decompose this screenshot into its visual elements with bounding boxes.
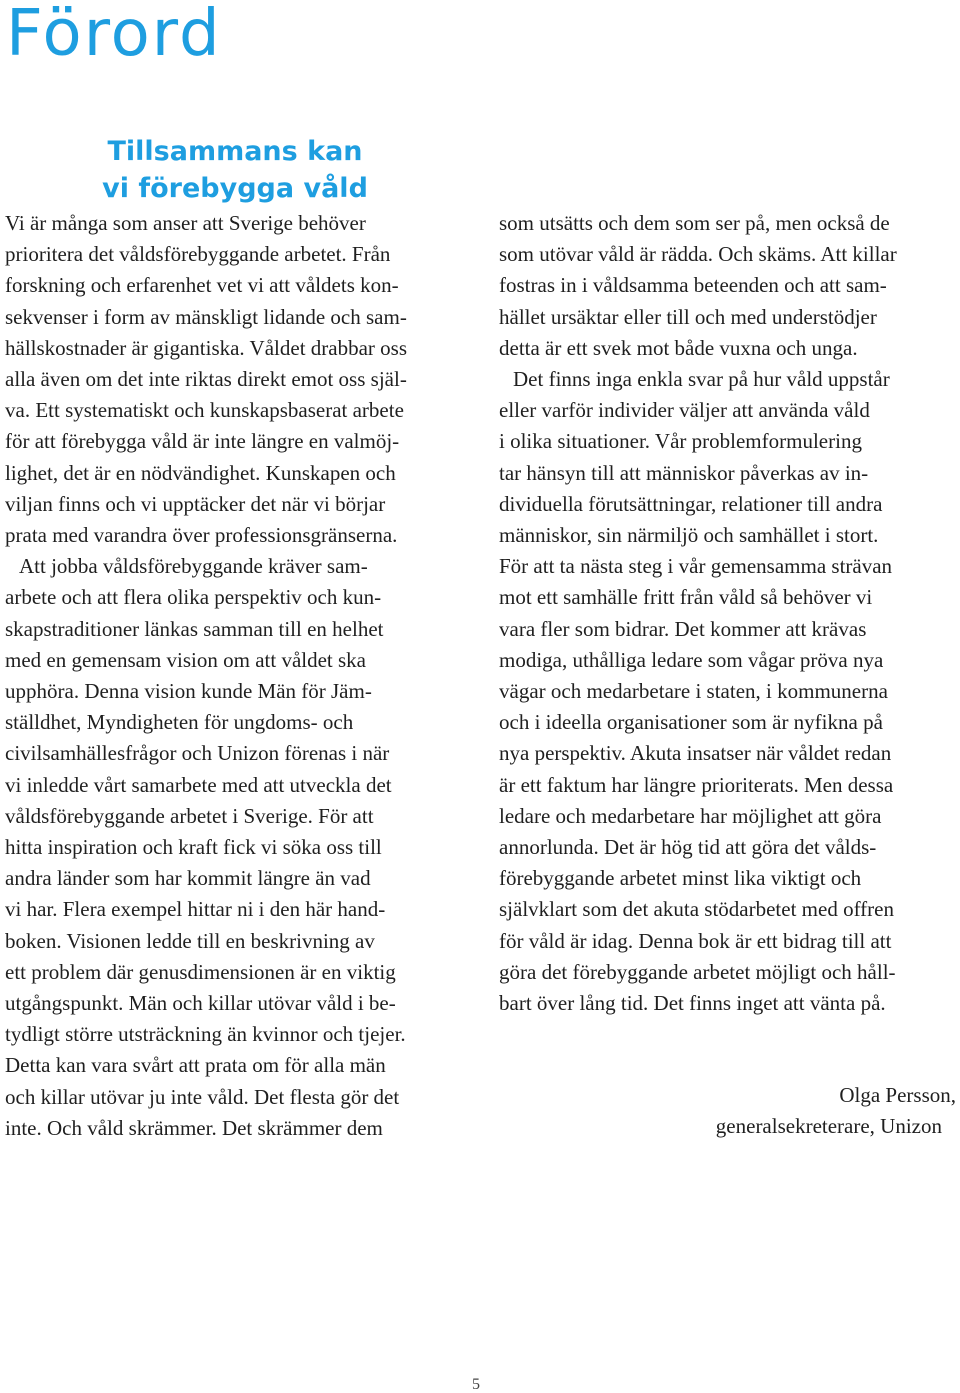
text-line: hitta inspiration och kraft fick vi söka oss till [5, 835, 382, 860]
text-line: tar hänsyn till att människor påverkas av in- [499, 460, 869, 485]
text-line: sekvenser i form av mänskligt lidande och sam- [5, 304, 407, 329]
text-line: vägar och medarbetare i staten, i kommunerna [499, 679, 888, 704]
text-line: tydligt större utsträckning än kvinnor och tjejer. [5, 1022, 406, 1047]
text-line: för våld är idag. Denna bok är ett bidrag till att [499, 928, 892, 953]
text-line: annorlunda. Det är hög tid att göra det vålds- [499, 835, 877, 860]
paragraph-start-line: Att jobba våldsförebyggande kräver sam- [19, 554, 368, 579]
text-line: hällskostnader är gigantiska. Våldet drabbar oss [5, 335, 408, 360]
text-line: civilsamhällesfrågor och Unizon förenas i när [5, 741, 390, 766]
text-line: prata med varandra över professionsgränserna. [5, 523, 398, 548]
text-line: forskning och erfarenhet vet vi att våldets kon- [5, 273, 399, 298]
body-column-left [5, 208, 475, 1144]
text-line: vi har. Flera exempel hittar ni i den här hand- [5, 897, 386, 922]
text-line: och i ideella organisationer som är nyfikna på [499, 710, 883, 735]
text-line: i olika situationer. Vår problemformulering [499, 429, 862, 454]
text-line: upphöra. Denna vision kunde Män för Jäm- [5, 679, 372, 704]
text-line: modiga, uthålliga ledare som vågar pröva nya [499, 647, 884, 672]
text-line: är ett faktum har längre prioriterats. Men dessa [499, 772, 894, 797]
text-line: dividuella förutsättningar, relationer till andra [499, 491, 883, 516]
body-column-right [499, 208, 959, 1019]
text-line: ett problem där genusdimensionen är en viktig [5, 959, 396, 984]
text-line: skapstraditioner länkas samman till en helhet [5, 616, 384, 641]
paragraph-start-line: Det finns inga enkla svar på hur våld uppstår [513, 367, 890, 392]
text-line: alla även om det inte riktas direkt emot oss själ- [5, 367, 407, 392]
text-line: andra länder som har kommit längre än vad [5, 866, 371, 891]
text-line: fostras in i våldsamma beteenden och att sam- [499, 273, 887, 298]
text-line: som utsätts och dem som ser på, men också de [499, 211, 890, 235]
text-line: med en gemensam vision om att våldet ska [5, 647, 366, 672]
signature-title: generalsekreterare, Unizon [715, 1114, 942, 1139]
text-line: som utövar våld är rädda. Och skäms. Att killar [499, 242, 897, 267]
section-heading-line-2: vi förebygga våld [102, 173, 368, 204]
text-line: va. Ett systematiskt och kunskapsbaserat arbete [5, 398, 404, 423]
text-line: vi inledde vårt samarbete med att utveckla det [5, 772, 392, 797]
text-line: prioritera det våldsförebyggande arbetet. Från [5, 242, 391, 267]
text-line: lighet, det är en nödvändighet. Kunskapen och [5, 460, 396, 485]
text-line: ledare och medarbetare har möjlighet att göra [499, 803, 882, 828]
text-line: vara fler som bidrar. Det kommer att krävas [499, 616, 867, 641]
text-line: arbete och att flera olika perspektiv och kun- [5, 585, 382, 610]
text-line: boken. Visionen ledde till en beskrivning av [5, 928, 375, 953]
text-line: självklart som det akuta stödarbetet med offren [499, 897, 894, 922]
text-line: förebyggande arbetet minst lika viktigt och [499, 866, 862, 891]
text-line: För att ta nästa steg i vår gemensamma strävan [499, 554, 893, 579]
text-line: Detta kan vara svårt att prata om för alla män [5, 1053, 386, 1078]
text-line: eller varför individer väljer att använda våld [499, 398, 870, 423]
text-line: göra det förebyggande arbetet möjligt och håll- [499, 959, 896, 984]
text-line: våldsförebyggande arbetet i Sverige. För att [5, 803, 374, 828]
text-line: Vi är många som anser att Sverige behöver [5, 211, 366, 235]
text-line: och killar utövar ju inte våld. Det flesta gör det [5, 1084, 400, 1109]
page-title: Förord [6, 0, 222, 71]
signature-name: Olga Persson, [839, 1083, 956, 1107]
text-line: mot ett samhälle fritt från våld så behöver vi [499, 585, 873, 610]
text-line: bart över lång tid. Det finns inget att vänta på. [499, 991, 886, 1016]
text-line: ställdhet, Myndigheten för ungdoms- och [5, 710, 354, 735]
text-line: utgångspunkt. Män och killar utövar våld i be- [5, 991, 396, 1016]
text-line: viljan finns och vi upptäcker det när vi börjar [5, 491, 386, 516]
text-line: för att förebygga våld är inte längre en valmöj- [5, 429, 400, 454]
signature [716, 1080, 956, 1142]
text-line: nya perspektiv. Akuta insatser när våldet redan [499, 741, 892, 766]
text-line: inte. Och våld skrämmer. Det skrämmer dem [5, 1115, 383, 1140]
page-number: 5 [472, 1376, 480, 1393]
section-heading [0, 133, 470, 207]
section-heading-line-1: Tillsammans kan [107, 136, 363, 167]
text-line: detta är ett svek mot både vuxna och unga. [499, 335, 858, 360]
text-line: hället ursäktar eller till och med understödjer [499, 304, 877, 329]
text-line: människor, sin närmiljö och samhället i stort. [499, 523, 879, 548]
